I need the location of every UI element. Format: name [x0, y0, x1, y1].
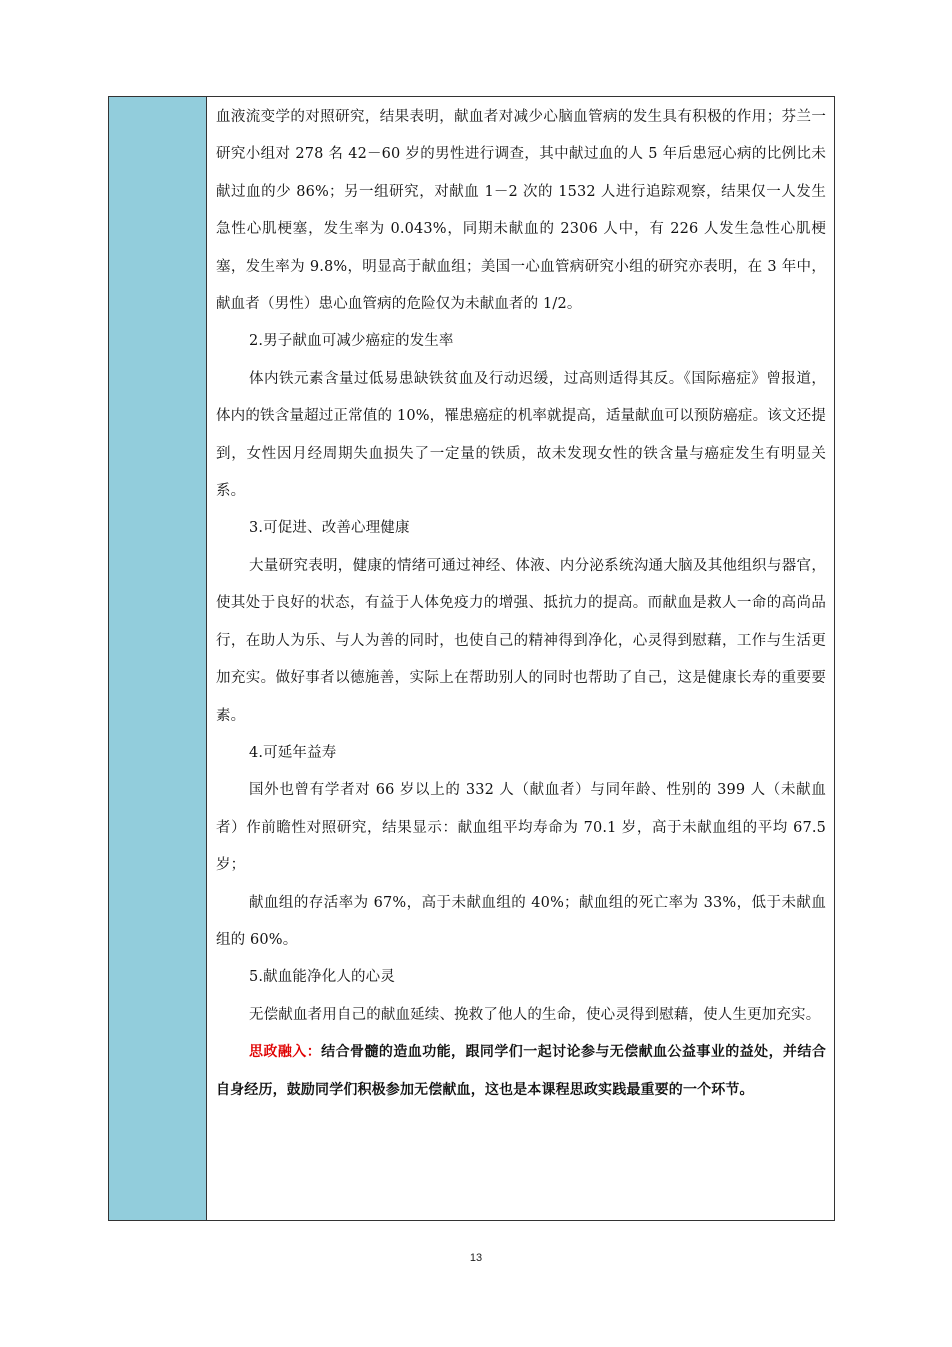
- paragraph-survival-rate: 献血组的存活率为 67%，高于未献血组的 40%；献血组的死亡率为 33%，低于未献血组的 60%。: [216, 894, 826, 948]
- paragraph-cancer: 体内铁元素含量过低易患缺铁贫血及行动迟缓，过高则适得其反。《国际癌症》曾报道，体内的铁含量超过正常值的 10%，罹患癌症的机率就提高，适量献血可以预防癌症。该文还提到，女性因月经周期失血损失了一定量的铁质，故未发现女性的铁含量与癌症发生有明显关系。: [216, 370, 826, 500]
- section-heading-longevity: 4.可延年益寿: [249, 744, 337, 761]
- content-table: [108, 96, 835, 1221]
- section-heading-cancer: 2.男子献血可减少癌症的发生率: [249, 333, 454, 350]
- ideology-integration-label: 思政融入：: [249, 1044, 322, 1061]
- paragraph-purify-mind: 无偿献血者用自己的献血延续、挽救了他人的生命，使心灵得到慰藉，使人生更加充实。: [249, 1006, 821, 1023]
- paragraph-continuation: 血液流变学的对照研究，结果表明，献血者对减少心脑血管病的发生具有积极的作用；芬兰一研究小组对 278 名 42－60 岁的男性进行调查，其中献过血的人 5 年后患冠心病的比例比未献过血的少 86%；另一组研究，对献血 1－2 次的 1532 人进行追踪观察，结果仅一人发生急性心肌梗塞，发生率为 0.043%，同期未献血的 2306 人中，有 226 人发生急性心肌梗塞，发生率为 9.8%，明显高于献血组；美国一心血管病研究小组的研究亦表明，在 3 年中，献血者（男性）患心血管病的危险仅为未献血者的 1/2。: [216, 109, 826, 313]
- table-left-cell: [109, 97, 207, 1220]
- paragraph-mental-health: 大量研究表明，健康的情绪可通过神经、体液、内分泌系统沟通大脑及其他组织与器官，使其处于良好的状态，有益于人体免疫力的增强、抵抗力的提高。而献血是救人一命的高尚品行，在助人为乐、与人为善的同时，也使自己的精神得到净化，心灵得到慰藉，工作与生活更加充实。做好事者以德施善，实际上在帮助别人的同时也帮助了自己，这是健康长寿的重要要素。: [216, 557, 826, 724]
- table-right-cell: [207, 97, 834, 1220]
- ideology-integration-text: 结合骨髓的造血功能，跟同学们一起讨论参与无偿献血公益事业的益处，并结合自身经历，鼓励同学们积极参加无偿献血，这也是本课程思政实践最重要的一个环节。: [216, 1044, 827, 1098]
- ideology-integration-paragraph: [216, 1034, 826, 1109]
- section-heading-purify-mind: 5.献血能净化人的心灵: [249, 969, 395, 986]
- section-heading-mental-health: 3.可促进、改善心理健康: [249, 520, 410, 537]
- paragraph-longevity: 国外也曾有学者对 66 岁以上的 332 人（献血者）与同年龄、性别的 399 人（未献血者）作前瞻性对照研究，结果显示：献血组平均寿命为 70.1 岁，高于未献血组的平均 67.5 岁；: [216, 782, 826, 874]
- page-number: 13: [469, 1252, 483, 1264]
